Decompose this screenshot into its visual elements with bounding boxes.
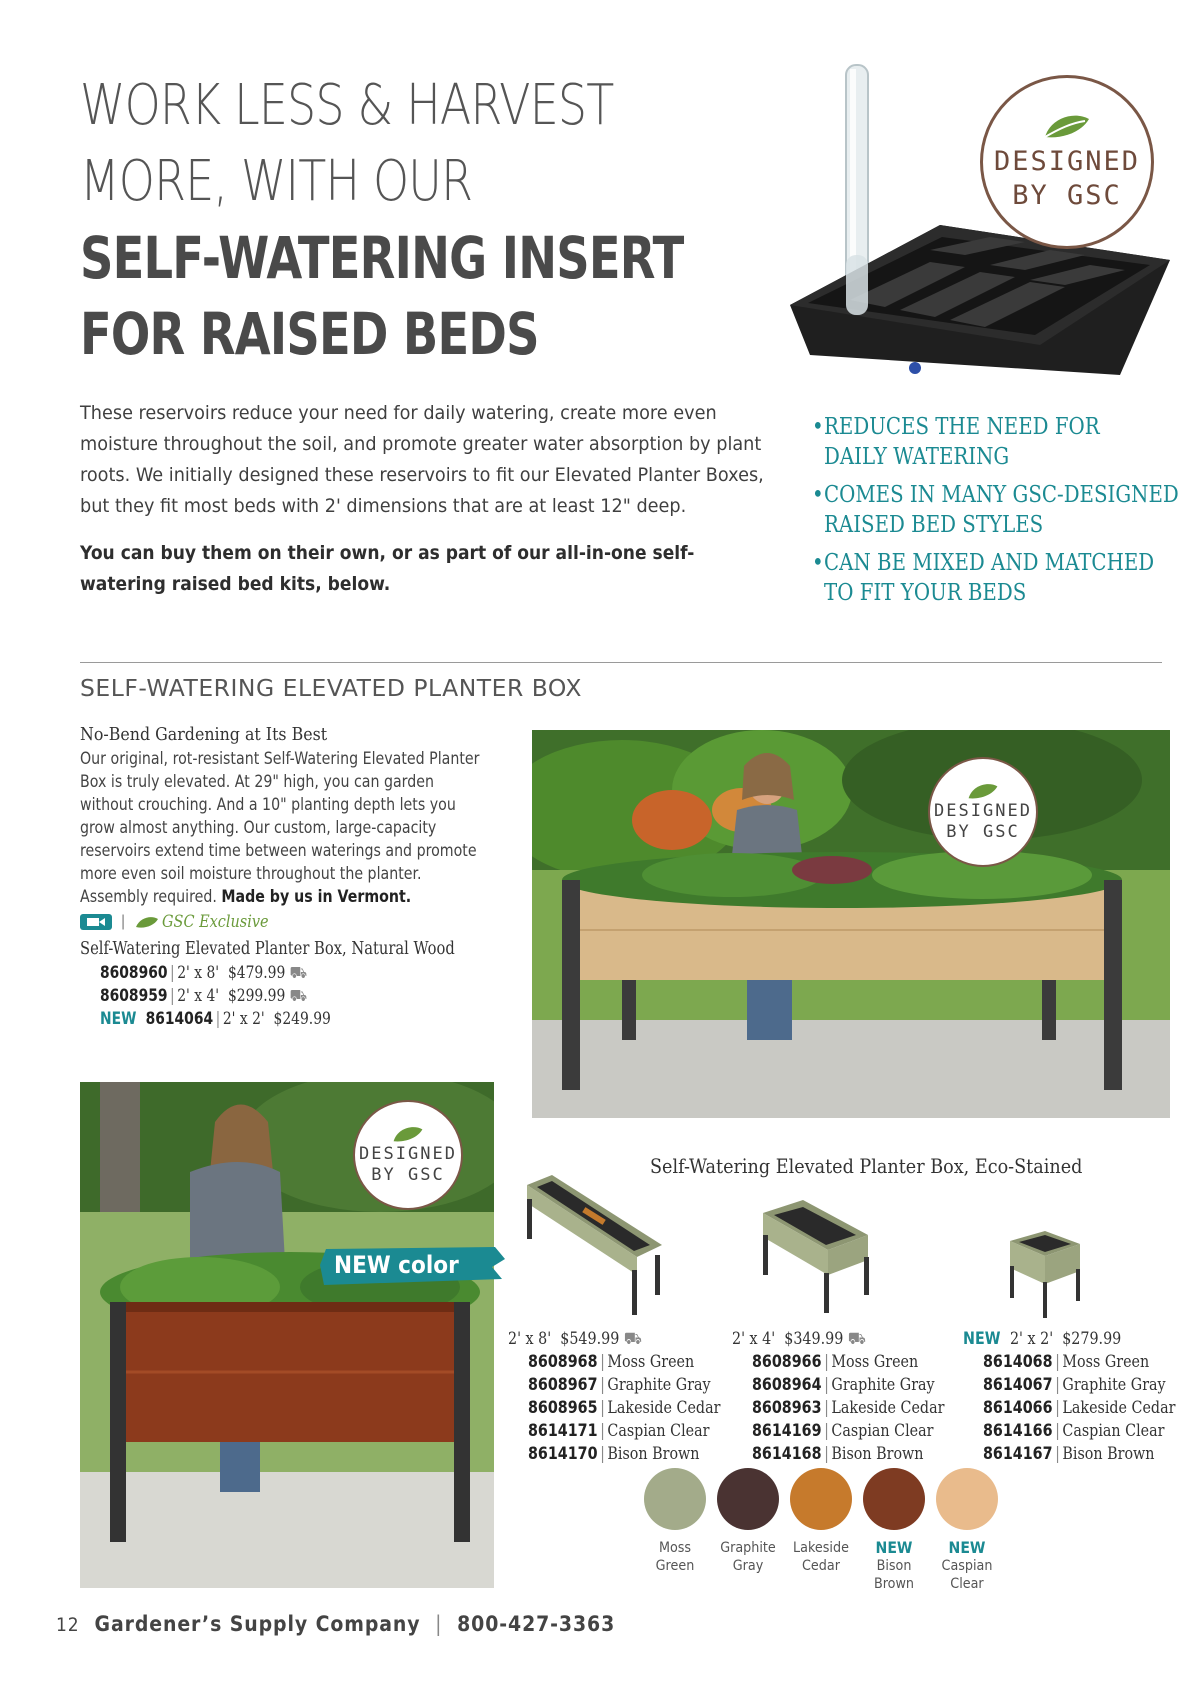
sku-row: 8614167 | Bison Brown xyxy=(983,1444,1155,1464)
sku-row: 8608966 | Moss Green xyxy=(752,1352,919,1372)
gsc-exclusive-label: GSC Exclusive xyxy=(162,912,269,932)
planter-2x2-thumbnail xyxy=(1005,1226,1085,1321)
section-divider xyxy=(80,662,1162,663)
sku-row: 8608968 | Moss Green xyxy=(528,1352,695,1372)
headline-line-4: FOR RAISED BEDS xyxy=(80,300,539,368)
sku-row: 8614066 | Lakeside Cedar xyxy=(983,1398,1176,1418)
sku-row: 8608965 | Lakeside Cedar xyxy=(528,1398,721,1418)
exclusive-separator: | xyxy=(121,913,126,930)
swatch-moss-green[interactable] xyxy=(644,1468,706,1530)
price-column-2x8 xyxy=(508,1328,757,1466)
footer-separator: | xyxy=(435,1612,443,1636)
benefit-item: •CAN BE MIXED AND MATCHED TO FIT YOUR BEDS xyxy=(812,550,1155,606)
benefit-item: •REDUCES THE NEED FOR DAILY WATERING xyxy=(812,414,1100,470)
badge-line-1: DESIGNED xyxy=(934,800,1032,821)
exclusive-row xyxy=(80,910,520,934)
badge-line-1: DESIGNED xyxy=(993,146,1141,178)
sku-row: 8608964 | Graphite Gray xyxy=(752,1375,935,1395)
swatch-graphite-gray[interactable] xyxy=(717,1468,779,1530)
sku-row: 8608967 | Graphite Gray xyxy=(528,1375,711,1395)
product-body: Our original, rot-resistant Self-Watering Elevated Planter Box is truly elevated. At 29" high, you can garden without crouching. And a 10" planting depth lets you grow almost anything. Our custom, large-capacity reservoirs extend time between waterings and promote more even soil moisture throughout the planter. Assembly required. Made by us in Vermont. xyxy=(80,749,480,906)
intro-bold-paragraph: You can buy them on their own, or as part of our all-in-one self-watering raised bed kits, below. xyxy=(80,542,695,595)
new-color-label: NEW color xyxy=(334,1251,459,1279)
headline-line-2: MORE, WITH OUR xyxy=(80,149,473,214)
page-number: 12 xyxy=(56,1614,80,1636)
price-header: 2' x 8' $549.99 ⛟ xyxy=(508,1329,642,1349)
truck-icon: ⛟ xyxy=(847,1329,866,1349)
badge-line-1: DESIGNED xyxy=(359,1143,457,1164)
designed-by-gsc-badge-small xyxy=(353,1100,463,1210)
leaf-icon xyxy=(391,1124,425,1144)
made-in-vermont: Made by us in Vermont. xyxy=(221,887,412,906)
sku-row: 8614169 | Caspian Clear xyxy=(752,1421,934,1441)
phone-number[interactable]: 800-427-3363 xyxy=(457,1612,616,1636)
video-camera-icon[interactable] xyxy=(80,913,112,931)
sku-row: 8614068 | Moss Green xyxy=(983,1352,1150,1372)
planter-2x8-thumbnail xyxy=(522,1175,662,1320)
sku-row: 8614166 | Caspian Clear xyxy=(983,1421,1165,1441)
badge-line-2: BY GSC xyxy=(371,1165,445,1185)
badge-line-2: BY GSC xyxy=(946,822,1020,842)
headline-line-3: SELF-WATERING INSERT xyxy=(80,224,684,292)
swatch-label: Graphite Gray xyxy=(720,1540,776,1574)
benefit-item: •COMES IN MANY GSC-DESIGNED RAISED BED STYLES xyxy=(812,482,1179,538)
company-name: Gardener’s Supply Company xyxy=(94,1612,421,1636)
sku-row: 8614171 | Caspian Clear xyxy=(528,1421,710,1441)
intro-block xyxy=(80,398,788,600)
sku-row: 8608963 | Lakeside Cedar xyxy=(752,1398,945,1418)
headline-line-1: WORK LESS & HARVEST xyxy=(80,73,614,138)
sku-row: NEW 8614064 | 2' x 2' $249.99 xyxy=(100,1009,331,1028)
sku-row: 8614067 | Graphite Gray xyxy=(983,1375,1166,1395)
eco-stained-title: Self-Watering Elevated Planter Box, Eco-Stained xyxy=(650,1154,1083,1178)
sku-row: 8614168 | Bison Brown xyxy=(752,1444,924,1464)
truck-icon: ⛟ xyxy=(289,986,308,1005)
natural-wood-planter-photo xyxy=(532,730,1170,1118)
sku-row: 8608959 | 2' x 4' $299.99 ⛟ xyxy=(100,986,308,1005)
price-header: 2' x 4' $349.99 ⛟ xyxy=(732,1329,866,1349)
sku-row: 8608960 | 2' x 8' $479.99 ⛟ xyxy=(100,963,308,982)
swatch-lakeside-cedar[interactable] xyxy=(790,1468,852,1530)
truck-icon: ⛟ xyxy=(289,963,308,982)
swatch-label: NEW Bison Brown xyxy=(873,1538,915,1592)
natural-wood-list xyxy=(80,961,520,1030)
swatch-bison-brown[interactable] xyxy=(863,1468,925,1530)
page-footer xyxy=(56,1612,615,1636)
swatch-label: Moss Green xyxy=(655,1540,695,1574)
leaf-icon xyxy=(134,915,160,929)
leaf-icon xyxy=(966,781,1000,801)
sku-row: 8614170 | Bison Brown xyxy=(528,1444,700,1464)
badge-line-2: BY GSC xyxy=(1012,180,1122,211)
price-header: NEW 2' x 2' $279.99 xyxy=(963,1329,1122,1349)
product-subhead: No-Bend Gardening at Its Best xyxy=(80,724,328,745)
swatch-label: Lakeside Cedar xyxy=(793,1540,849,1574)
leaf-icon xyxy=(1041,111,1093,141)
new-color-banner xyxy=(320,1245,505,1287)
natural-wood-title: Self-Watering Elevated Planter Box, Natural Wood xyxy=(80,939,455,959)
swatch-label: NEW Caspian Clear xyxy=(941,1538,993,1592)
designed-by-gsc-badge xyxy=(980,75,1154,249)
swatch-caspian-clear[interactable] xyxy=(936,1468,998,1530)
truck-icon: ⛟ xyxy=(623,1329,642,1349)
price-column-2x2 xyxy=(963,1328,1200,1466)
section-title: SELF-WATERING ELEVATED PLANTER BOX xyxy=(80,676,582,702)
price-column-2x4 xyxy=(732,1328,981,1466)
product-description xyxy=(80,724,520,1030)
designed-by-gsc-badge-small xyxy=(928,757,1038,867)
planter-2x4-thumbnail xyxy=(758,1195,873,1315)
benefit-list xyxy=(812,412,1179,616)
intro-paragraph: These reservoirs reduce your need for daily watering, create more even moisture throughout the soil, and promote greater water absorption by plant roots. We initially designed these reservoirs to fit our Elevated Planter Boxes, but they fit most beds with 2' dimensions that are at least 12" deep. xyxy=(80,402,764,517)
color-swatches xyxy=(630,1468,1010,1668)
headline xyxy=(80,68,720,372)
